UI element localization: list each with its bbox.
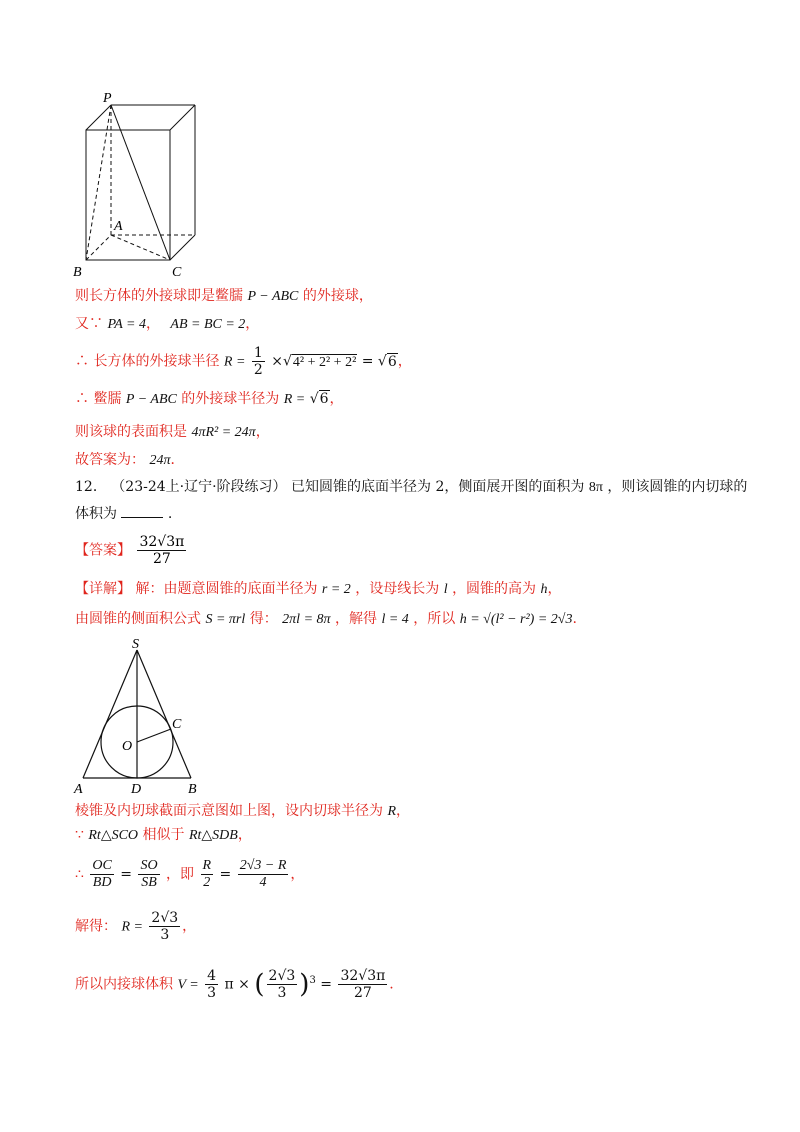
question-12-line-2: 体积为 . bbox=[75, 506, 173, 522]
label-O: O bbox=[122, 739, 133, 754]
label-C-cone: C bbox=[172, 717, 182, 732]
label-C: C bbox=[172, 265, 182, 280]
label-B-cone: B bbox=[188, 782, 197, 797]
label-D: D bbox=[131, 782, 142, 797]
box-pyramid-figure bbox=[70, 90, 220, 280]
cone-section-figure bbox=[70, 638, 220, 800]
answer-fraction: $\frac{32√3\pi}{27}$ bbox=[139, 534, 185, 567]
fraction-half: $\frac{1}{2}$ bbox=[253, 345, 263, 378]
answer-blank bbox=[121, 505, 163, 518]
detail-line-4: ∵ Rt△SCO 相似于 Rt△SDB， bbox=[75, 827, 252, 843]
solution-line-6: 故答案为： 24π． bbox=[75, 452, 185, 468]
label-B: B bbox=[73, 265, 82, 280]
label-A-cone: A bbox=[74, 782, 83, 797]
detail-line-7: 所以内接球体积 V = $\frac{4}{3}$ π × ( $\frac{2√3}{3}$ )$^3$ = $\frac{32√3\pi}{27}$ . bbox=[75, 968, 394, 1001]
label-P: P bbox=[103, 91, 112, 106]
solution-line-3: ∴ 长方体的外接球半径 R = $\frac{1}{2}$ ×√4² + 2² + 2² = √6， bbox=[75, 345, 412, 378]
detail-line-2: 由圆锥的侧面积公式 S = πrl 得： 2πl = 8π ，解得 l = 4 ，所以 h = √(l² − r²) = 2√3. bbox=[75, 611, 577, 627]
detail-line-6: 解得： R = $\frac{2√3}{3}$ ， bbox=[75, 910, 197, 943]
detail-line-1: 【详解】 解：由题意圆锥的底面半径为 r = 2 ，设母线长为 l ，圆锥的高为 h， bbox=[75, 581, 562, 597]
label-S: S bbox=[132, 638, 139, 652]
label-A: A bbox=[114, 219, 123, 234]
detail-line-5: ∴ $\frac{OC}{BD}$ = $\frac{SO}{SB}$ ，即 $\frac{R}{2}$ = $\frac{2√3 - R}{4}$ ， bbox=[75, 858, 305, 890]
solution-line-2: 又∵ PA = 4， AB = BC = 2， bbox=[75, 316, 260, 332]
answer-12: 【答案】 $\frac{32√3\pi}{27}$ bbox=[75, 534, 185, 567]
solution-line-5: 则该球的表面积是 4πR² = 24π， bbox=[75, 424, 270, 440]
question-12-line-1: 12． （23-24上·辽宁·阶段练习） 已知圆锥的底面半径为 2，侧面展开图的面积为 8π ，则该圆锥的内切球的 bbox=[75, 479, 748, 495]
solution-line-1: 则长方体的外接球即是鳖臑 P − ABC 的外接球， bbox=[75, 288, 373, 304]
solution-line-4: ∴ 鳖臑 P − ABC 的外接球半径为 R = √6， bbox=[75, 391, 344, 407]
detail-line-3: 棱锥及内切球截面示意图如上图，设内切球半径为 R， bbox=[75, 803, 411, 819]
